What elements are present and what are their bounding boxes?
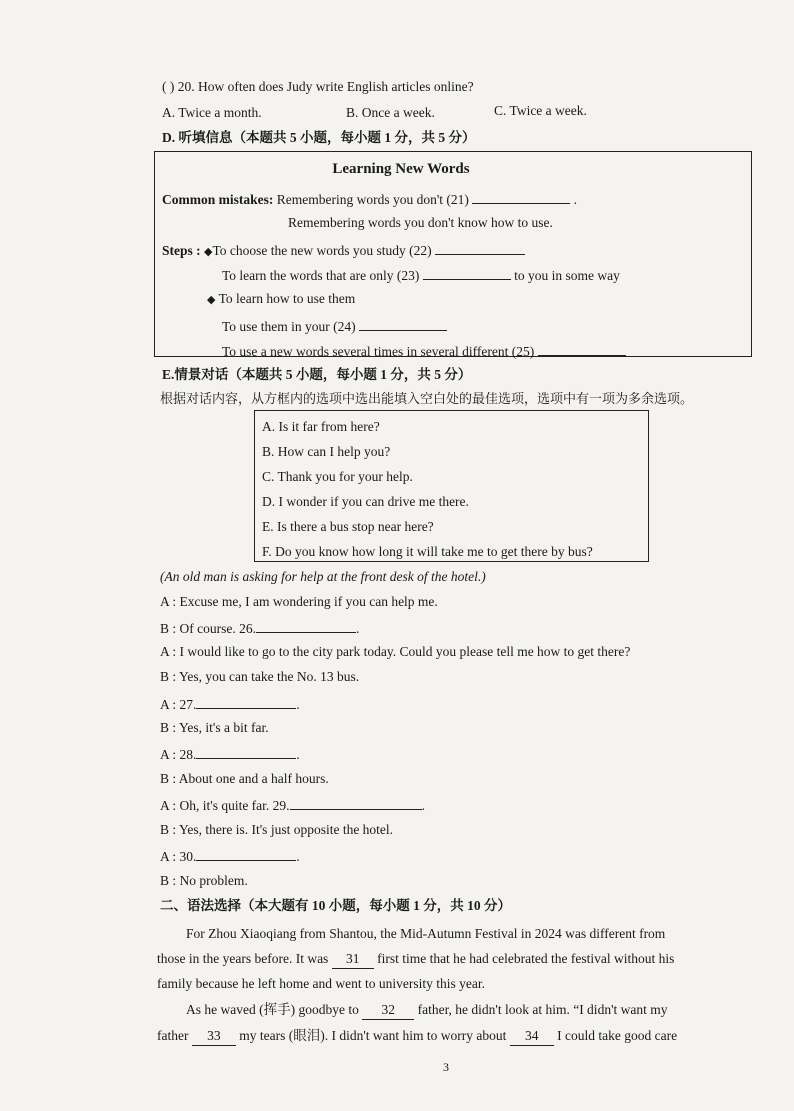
section-e-heading: E.情景对话（本题共 5 小题，每小题 1 分，共 5 分） — [162, 367, 472, 382]
blank-26[interactable] — [256, 618, 356, 633]
option-a: A. Is it far from here? — [262, 419, 380, 434]
step-5 — [222, 341, 626, 361]
blank-32[interactable]: 32 — [362, 1001, 414, 1020]
dialogue-line-5: A : 27. . — [160, 694, 300, 714]
section-e-instruction: 根据对话内容，从方框内的选项中选出能填入空白处的最佳选项，选项中有一项为多余选项。 — [160, 391, 694, 406]
step-1-text: To choose the new words you study (22) — [212, 243, 432, 258]
p2a-pre: As he waved (挥手) goodbye to — [186, 1002, 359, 1017]
step-2 — [222, 265, 620, 285]
diamond-bullet-icon: ◆ — [204, 246, 213, 258]
blank-33[interactable]: 33 — [192, 1027, 236, 1046]
steps-label: Steps : — [162, 243, 201, 258]
option-b: B. How can I help you? — [262, 444, 391, 459]
blank-21[interactable] — [472, 189, 570, 204]
blank-24[interactable] — [359, 316, 447, 331]
blank-29[interactable] — [290, 795, 422, 810]
dialogue-line-11-text: A : 30. — [160, 849, 197, 864]
blank-23[interactable] — [423, 265, 511, 280]
option-d: D. I wonder if you can drive me there. — [262, 494, 469, 509]
grammar-para-1-line-3: family because he left home and went to university this year. — [157, 976, 486, 991]
dialogue-line-6: B : Yes, it's a bit far. — [160, 720, 269, 735]
section-d-heading: D. 听填信息（本题共 5 小题，每小题 1 分，共 5 分） — [162, 130, 476, 145]
option-20-c: C. Twice a week. — [494, 103, 587, 118]
grammar-heading: 二、语法选择（本大题有 10 小题，每小题 1 分，共 10 分） — [160, 898, 511, 913]
option-f: F. Do you know how long it will take me to get there by bus? — [262, 544, 593, 559]
dialogue-line-7-text: A : 28. — [160, 747, 197, 762]
dialogue-line-2: B : Of course. 26. . — [160, 618, 359, 638]
page-number: 3 — [443, 1060, 449, 1074]
common-mistakes-row-1: Common mistakes: Remembering words you don't (21) . — [162, 189, 577, 209]
option-20-b: B. Once a week. — [346, 105, 435, 120]
blank-34[interactable]: 34 — [510, 1027, 554, 1046]
common-mistakes-label: Common mistakes: — [162, 192, 274, 207]
dialogue-line-8: B : About one and a half hours. — [160, 771, 329, 786]
common-mistake-2: Remembering words you don't know how to use. — [288, 215, 553, 230]
dialogue-context: (An old man is asking for help at the front desk of the hotel.) — [160, 569, 486, 584]
blank-25[interactable] — [538, 341, 626, 356]
blank-28[interactable] — [196, 744, 296, 759]
dialogue-line-12: B : No problem. — [160, 873, 248, 888]
p1b-post: first time that he had celebrated the festival without his — [377, 951, 675, 966]
grammar-para-1-line-1: For Zhou Xiaoqiang from Shantou, the Mid-Autumn Festival in 2024 was different from — [186, 926, 666, 941]
dialogue-line-5-text: A : 27. — [160, 697, 197, 712]
p2b-mid: my tears (眼泪). I didn't want him to worry about — [239, 1028, 507, 1043]
step-3-text: To learn how to use them — [218, 291, 356, 306]
blank-30[interactable] — [196, 846, 296, 861]
step-5-text: To use a new words several times in several different (25) — [222, 344, 535, 359]
box-title — [0, 160, 794, 178]
option-20-a: A. Twice a month. — [162, 105, 262, 120]
dialogue-line-7: A : 28. . — [160, 744, 300, 764]
blank-27[interactable] — [196, 694, 296, 709]
common-mistake-1: Remembering words you don't (21) — [276, 192, 469, 207]
box-title-text: Learning New Words — [332, 161, 470, 177]
step-4-text: To use them in your (24) — [222, 319, 356, 334]
diamond-bullet-icon: ◆ — [207, 294, 216, 306]
dialogue-line-3: A : I would like to go to the city park today. Could you please tell me how to get there? — [160, 644, 631, 659]
p2b-post: I could take good care — [557, 1028, 678, 1043]
grammar-para-1-line-2 — [157, 950, 674, 969]
dialogue-line-2-text: B : Of course. 26. — [160, 621, 256, 636]
grammar-para-2-line-2 — [157, 1027, 677, 1046]
option-e: E. Is there a bus stop near here? — [262, 519, 434, 534]
blank-31[interactable]: 31 — [332, 950, 374, 969]
p2b-pre: father — [157, 1028, 189, 1043]
dialogue-line-11: A : 30. . — [160, 846, 300, 866]
dialogue-line-4: B : Yes, you can take the No. 13 bus. — [160, 669, 360, 684]
dialogue-line-9-text: A : Oh, it's quite far. 29. — [160, 798, 290, 813]
dialogue-line-9: A : Oh, it's quite far. 29. . — [160, 795, 425, 815]
p1b-pre: those in the years before. It was — [157, 951, 329, 966]
p2a-post: father, he didn't look at him. “I didn't want my — [417, 1002, 668, 1017]
blank-22[interactable] — [435, 240, 525, 255]
step-2-text-b: to you in some way — [514, 268, 620, 283]
step-3 — [207, 290, 355, 309]
option-c: C. Thank you for your help. — [262, 469, 413, 484]
grammar-para-2-line-1 — [186, 1001, 668, 1020]
step-2-text-a: To learn the words that are only (23) — [222, 268, 420, 283]
step-4 — [222, 316, 447, 336]
step-1 — [162, 240, 525, 261]
question-20: ( ) 20. How often does Judy write English articles online? — [162, 79, 474, 94]
dialogue-line-1: A : Excuse me, I am wondering if you can help me. — [160, 594, 438, 609]
dialogue-line-10: B : Yes, there is. It's just opposite the hotel. — [160, 822, 394, 837]
